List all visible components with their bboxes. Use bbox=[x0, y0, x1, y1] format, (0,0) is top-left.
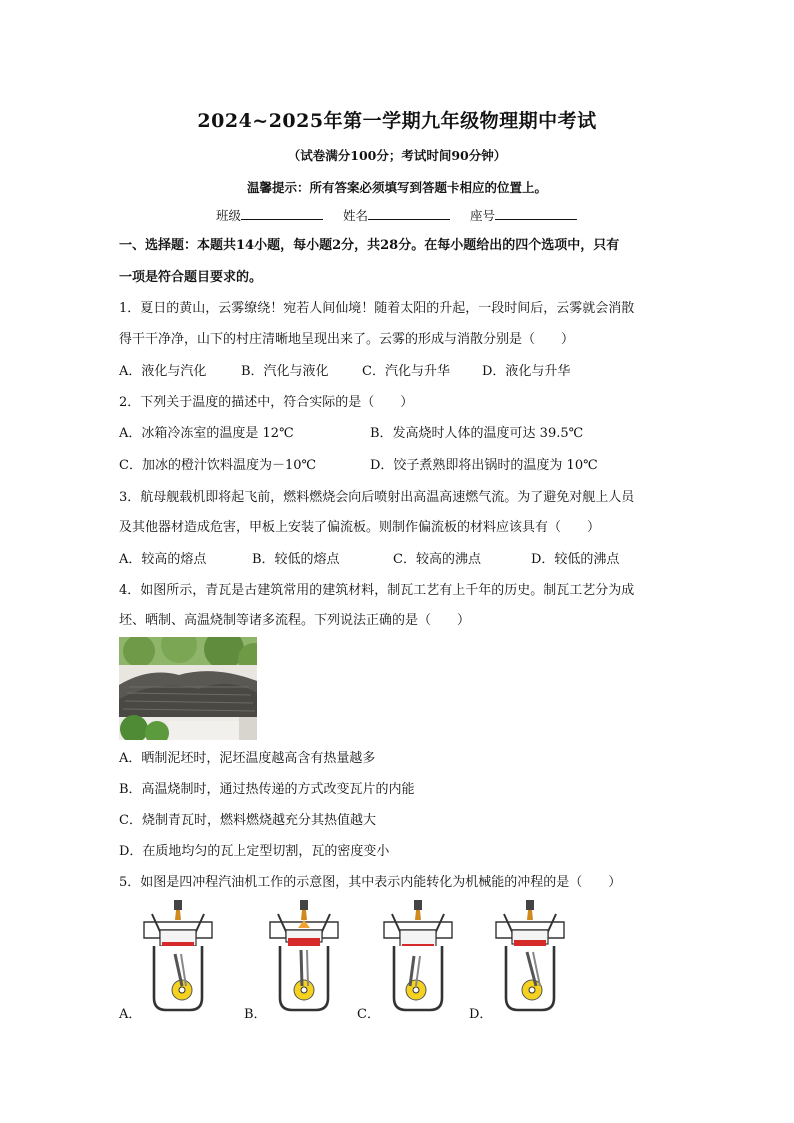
q4-option-a: A．晒制泥坯时，泥坯温度越高含有热量越多 bbox=[119, 751, 376, 766]
class-label: 班级 bbox=[216, 208, 242, 223]
q5-stem: 5．如图是四冲程汽油机工作的示意图，其中表示内能转化为机械能的冲程的是（ ） bbox=[119, 875, 622, 890]
q1-option-c: C．汽化与升华 bbox=[362, 364, 450, 379]
q2-option-c: C．加冰的橙汁饮料温度为－10℃ bbox=[119, 458, 317, 473]
q4-option-c: C．烧制青瓦时，燃料燃烧越充分其热值越大 bbox=[119, 813, 376, 828]
q2-option-d: D．饺子煮熟即将出锅时的温度为 10℃ bbox=[370, 458, 598, 473]
student-info-row bbox=[216, 206, 593, 224]
q4-option-d: D．在质地均匀的瓦上定型切割，瓦的密度变小 bbox=[119, 844, 390, 859]
q1-stem-line2: 得干干净净，山下的村庄清晰地呈现出来了。云雾的形成与消散分别是（ ） bbox=[119, 332, 575, 347]
engine-label-d: D． bbox=[469, 1007, 493, 1022]
q1-option-a: A．液化与汽化 bbox=[119, 364, 207, 379]
engine-label-c: C． bbox=[357, 1007, 380, 1022]
q4-stem-line1: 4．如图所示，青瓦是古建筑常用的建筑材料，制瓦工艺有上千年的历史。制瓦工艺分为成 bbox=[119, 583, 635, 598]
exam-subtitle: （试卷满分100分；考试时间90分钟） bbox=[287, 148, 507, 163]
engine-diagram-b bbox=[264, 898, 344, 1020]
q3-option-b: B．较低的熔点 bbox=[252, 552, 340, 567]
roof-tile-photo bbox=[119, 637, 257, 740]
q1-stem-line1: 1．夏日的黄山，云雾缭绕！宛若人间仙境！随着太阳的升起，一段时间后，云雾就会消散 bbox=[119, 301, 635, 316]
q2-stem: 2．下列关于温度的描述中，符合实际的是（ ） bbox=[119, 395, 414, 410]
seat-label: 座号 bbox=[470, 208, 496, 223]
section1-heading-line2: 一项是符合题目要求的。 bbox=[119, 270, 263, 285]
engine-diagram-c bbox=[378, 898, 458, 1020]
engine-diagram-d bbox=[490, 898, 570, 1020]
q4-option-b: B．高温烧制时，通过热传递的方式改变瓦片的内能 bbox=[119, 782, 415, 797]
q1-option-d: D．液化与升华 bbox=[482, 364, 571, 379]
class-blank bbox=[241, 207, 323, 220]
name-blank bbox=[368, 207, 450, 220]
q2-option-a: A．冰箱冷冻室的温度是 12℃ bbox=[119, 426, 294, 441]
q3-option-a: A．较高的熔点 bbox=[119, 552, 207, 567]
engine-label-a: A． bbox=[119, 1007, 142, 1022]
section1-heading-line1: 一、选择题：本题共14小题，每小题2分，共28分。在每小题给出的四个选项中，只有 bbox=[119, 238, 620, 253]
q3-option-d: D．较低的沸点 bbox=[531, 552, 620, 567]
q3-stem-line1: 3．航母舰载机即将起飞前，燃料燃烧会向后喷射出高温高速燃气流。为了避免对舰上人员 bbox=[119, 490, 635, 505]
exam-title: 2024~2025年第一学期九年级物理期中考试 bbox=[197, 110, 597, 132]
q4-stem-line2: 坯、晒制、高温烧制等诸多流程。下列说法正确的是（ ） bbox=[119, 613, 471, 628]
name-label: 姓名 bbox=[343, 208, 369, 223]
engine-diagram-a bbox=[138, 898, 218, 1020]
exam-tip: 温馨提示：所有答案必须填写到答题卡相应的位置上。 bbox=[246, 180, 547, 195]
q2-option-b: B．发高烧时人体的温度可达 39.5℃ bbox=[370, 426, 584, 441]
engine-label-b: B． bbox=[244, 1007, 267, 1022]
q3-option-c: C．较高的沸点 bbox=[393, 552, 481, 567]
q3-stem-line2: 及其他器材造成危害，甲板上安装了偏流板。则制作偏流板的材料应该具有（ ） bbox=[119, 520, 601, 535]
q1-option-b: B．汽化与液化 bbox=[241, 364, 329, 379]
seat-blank bbox=[495, 207, 577, 220]
